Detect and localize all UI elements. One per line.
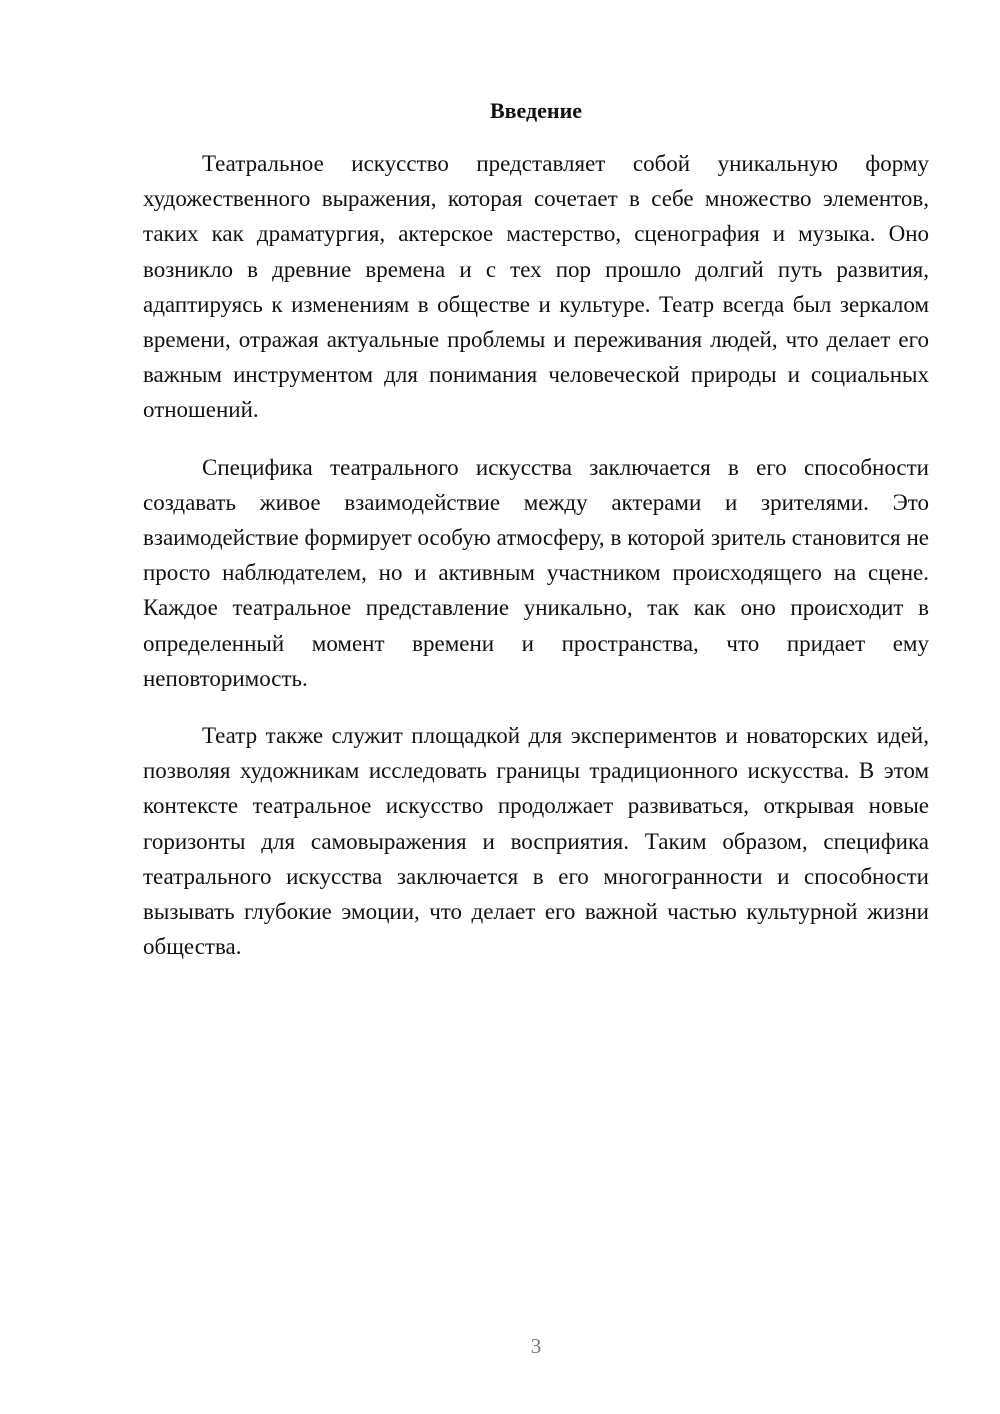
page-number: 3 xyxy=(530,1334,542,1358)
paragraph-2: Специфика театрального искусства заключается в его способности создавать живое взаимодействие между актерами и зрителями. Это взаимодействие формирует особую атмосферу, в которой зритель становится не просто наблюдателем, но и активным участником происходящего на сцене. Каждое театральное представление уникально, так как оно происходит в определенный момент времени и пространства, что придает ему неповторимость. xyxy=(143,454,929,691)
section-title: Введение xyxy=(489,98,583,123)
page-content xyxy=(143,96,929,986)
paragraph-1: Театральное искусство представляет собой уникальную форму художественного выражения, которая сочетает в себе множество элементов, таких как драматургия, актерское мастерство, сценография и музыка. Оно возникло в древние времена и с тех пор прошло долгий путь развития, адаптируясь к изменениям в обществе и культуре. Театр всегда был зеркалом времени, отражая актуальные проблемы и переживания людей, что делает его важным инструментом для понимания человеческой природы и социальных отношений. xyxy=(143,151,929,423)
paragraph-3: Театр также служит площадкой для экспериментов и новаторских идей, позволяя художникам исследовать границы традиционного искусства. В этом контексте театральное искусство продолжает развиваться, открывая новые горизонты для самовыражения и восприятия. Таким образом, специфика театрального искусства заключается в его многогранности и способности вызывать глубокие эмоции, что делает его важной частью культурной жизни общества. xyxy=(143,723,929,960)
